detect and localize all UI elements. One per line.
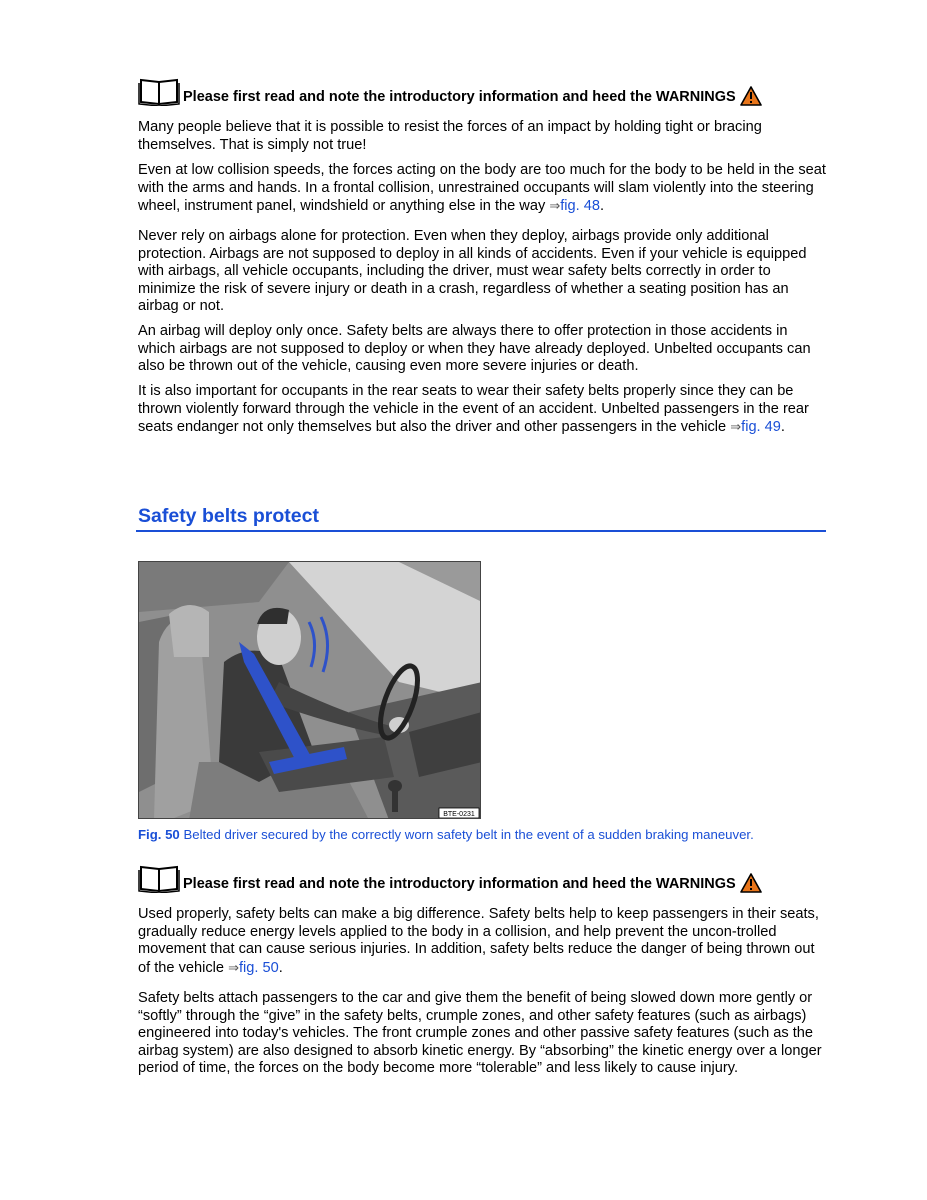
notice-read-warnings — [138, 863, 762, 893]
reference-arrow: ⇒ — [549, 198, 561, 213]
notice-read-warnings — [138, 76, 762, 106]
punctuation: . — [780, 419, 785, 435]
section-rule — [136, 530, 826, 532]
section-title: Safety belts protect — [138, 505, 319, 527]
figure-code: BTE-0231 — [443, 811, 475, 818]
reference-arrow: ⇒ — [730, 419, 742, 434]
figure-link[interactable]: fig. 49 — [741, 419, 781, 435]
paragraph: Many people believe that it is possible to resist the forces of an impact by holding tight or bracing themselves. That is simply not true! — [138, 119, 762, 153]
paragraph: An airbag will deploy only once. Safety belts are always there to offer protection in those accidents in which airbags are not supposed to deploy or when they have already deployed. Unbelted occupants can also be thrown out of the vehicle, causing even more severe injuries or death. — [138, 323, 811, 374]
reference-arrow: ⇒ — [228, 959, 239, 975]
paragraph-text: Used properly, safety belts can make a big difference. Safety belts help to keep passengers in their seats, gradually reduce energy levels applied to the body in a collision, and help prevent the uncon-trolled movement that can cause serious injuries. In addition, safety belts reduce the danger of being thrown out of the vehicle — [138, 906, 819, 976]
paragraph — [138, 383, 828, 437]
book-icon — [138, 76, 182, 106]
paragraph — [138, 162, 828, 216]
paragraph-text: It is also important for occupants in the rear seats to wear their safety belts properly since they can be thrown violently forward through the vehicle in the event of an accident. Unbelted passengers in the rear seats endanger not only themselves but also the driver and other passengers in the vehicle — [138, 383, 809, 435]
warning-triangle-icon — [740, 873, 762, 893]
paragraph-text: Even at low collision speeds, the forces acting on the body are too much for the body to be held in the seat with the arms and hands. In a frontal collision, unrestrained occupants will slam violently into the steering wheel, instrument panel, windshield or anything else in the way — [138, 162, 826, 214]
figure-link[interactable]: fig. 50 — [238, 959, 279, 976]
figure-illustration — [138, 561, 481, 819]
figure-link[interactable]: fig. 48 — [560, 198, 600, 214]
belted-driver-illustration — [139, 562, 481, 819]
paragraph: Never rely on airbags alone for protection. Even when they deploy, airbags provide only additional protection. Airbags are not supposed to deploy in all kinds of accidents. Even if your vehicle is equipped with airbags, all vehicle occupants, including the driver, must wear safety belts correctly in order to minimize the risk of severe injury or death in a crash, regardless of whether a seating position has an airbag or not. — [138, 228, 807, 314]
notice-text: Please first read and note the introductory information and heed the WARNINGS — [183, 89, 736, 105]
figure-label: Fig. 50 — [138, 827, 180, 842]
paragraph — [138, 906, 828, 977]
book-icon — [138, 863, 182, 893]
paragraph: Safety belts attach passengers to the car and give them the benefit of being slowed down more gently or “softly” through the “give” in the safety belts, crumple zones, and other safety features (such as airbags) engineered into today's vehicles. The front crumple zones and other passive safety features (such as the airbag system) are also designed to absorb kinetic energy. By “absorbing” the kinetic energy over a longer period of time, the forces on the body become more “tolerable” and less likely to cause injury. — [138, 990, 822, 1076]
punctuation: . — [278, 959, 283, 976]
warning-triangle-icon — [740, 86, 762, 106]
punctuation: . — [599, 198, 605, 214]
figure-caption — [138, 827, 754, 842]
notice-text: Please first read and note the introductory information and heed the WARNINGS — [183, 876, 736, 892]
figure-caption-text: Belted driver secured by the correctly worn safety belt in the event of a sudden braking maneuver. — [183, 827, 754, 842]
